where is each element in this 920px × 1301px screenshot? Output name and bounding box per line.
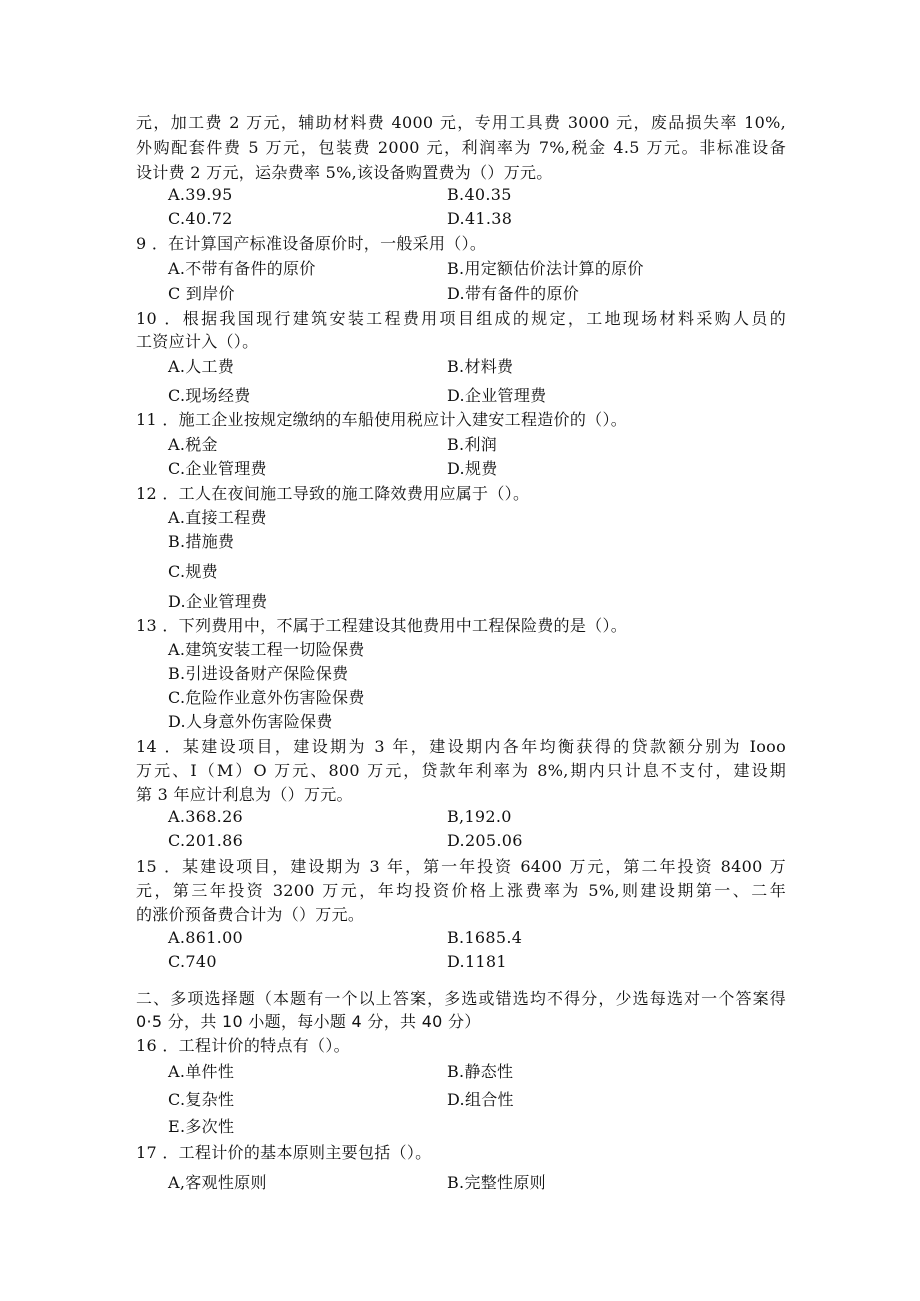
- q14-option-c: C.201.86: [168, 831, 244, 850]
- q12-option-a: A.直接工程费: [168, 508, 267, 527]
- q15-option-b: B.1685.4: [447, 928, 523, 947]
- q14-line-2: 万元、I（M）O 万元、800 万元，贷款年利率为 8%,期内只计息不支付，建设期: [136, 761, 786, 780]
- q13-option-a: A.建筑安装工程一切险保费: [168, 640, 365, 659]
- q9-stem: 9 ．在计算国产标准设备原价时，一般采用（）。: [136, 234, 487, 253]
- q12-stem: 12 ．工人在夜间施工导致的施工降效费用应属于（）。: [136, 484, 530, 503]
- q13-option-d: D.人身意外伤害险保费: [168, 712, 333, 731]
- q17-option-b: B.完整性原则: [447, 1173, 546, 1192]
- q13-option-b: B.引进设备财产保险保费: [168, 664, 349, 683]
- q15-line-1: 15 ．某建设项目，建设期为 3 年，第一年投资 6400 万元，第二年投资 8400 万: [136, 857, 786, 876]
- q15-line-3: 的涨价预备费合计为（）万元。: [136, 905, 365, 924]
- q8-line-3: 设计费 2 万元，运杂费率 5%,该设备购置费为（）万元。: [136, 163, 553, 182]
- q10-option-a: A.人工费: [168, 357, 235, 376]
- q16-stem: 16 ．工程计价的特点有（）。: [136, 1036, 350, 1055]
- q11-option-a: A.税金: [168, 435, 218, 454]
- q10-option-c: C.现场经费: [168, 386, 251, 405]
- q11-stem: 11 ．施工企业按规定缴纳的车船使用税应计入建安工程造价的（）。: [136, 410, 628, 429]
- q16-option-a: A.单件性: [168, 1062, 235, 1081]
- q9-option-b: B.用定额估价法计算的原价: [447, 259, 644, 278]
- q10-line-1: 10 ．根据我国现行建筑安装工程费用项目组成的规定，工地现场材料采购人员的: [136, 309, 786, 328]
- q9-option-a: A.不带有备件的原价: [168, 259, 316, 278]
- q12-option-c: C.规费: [168, 562, 218, 581]
- q8-option-a: A.39.95: [168, 185, 233, 204]
- q14-line-1: 14 ．某建设项目，建设期为 3 年，建设期内各年均衡获得的贷款额分别为 Iooo: [136, 737, 786, 756]
- q15-option-c: C.740: [168, 952, 217, 971]
- q16-option-b: B.静态性: [447, 1062, 514, 1081]
- q15-line-2: 元，第三年投资 3200 万元，年均投资价格上涨费率为 5%,则建设期第一、二年: [136, 881, 786, 900]
- q11-option-d: D.规费: [447, 459, 498, 478]
- q12-option-d: D.企业管理费: [168, 592, 268, 611]
- q14-option-a: A.368.26: [168, 807, 244, 826]
- q9-option-c: C 到岸价: [168, 284, 235, 303]
- q17-option-a: A,客观性原则: [168, 1173, 267, 1192]
- section-2-heading-cont: 0·5 分，共 10 小题，每小题 4 分，共 40 分）: [136, 1012, 481, 1031]
- q8-option-b: B.40.35: [447, 185, 512, 204]
- q9-option-d: D.带有备件的原价: [447, 284, 580, 303]
- q16-option-c: C.复杂性: [168, 1090, 235, 1109]
- q15-option-d: D.1181: [447, 952, 507, 971]
- q16-option-d: D.组合性: [447, 1090, 514, 1109]
- q11-option-c: C.企业管理费: [168, 459, 267, 478]
- q17-stem: 17 ．工程计价的基本原则主要包括（）。: [136, 1143, 432, 1162]
- q10-line-2: 工资应计入（）。: [136, 332, 259, 351]
- q10-option-b: B.材料费: [447, 357, 514, 376]
- q14-option-b: B,192.0: [447, 807, 512, 826]
- q12-option-b: B.措施费: [168, 532, 235, 551]
- q13-stem: 13 ．下列费用中，不属于工程建设其他费用中工程保险费的是（）。: [136, 616, 628, 635]
- section-2-heading: 二、多项选择题（本题有一个以上答案，多选或错选均不得分，少选每选对一个答案得: [136, 989, 786, 1008]
- q11-option-b: B.利润: [447, 435, 498, 454]
- q8-option-c: C.40.72: [168, 209, 233, 228]
- q8-line-2: 外购配套件费 5 万元，包装费 2000 元，利润率为 7%,税金 4.5 万元。非标准设备: [136, 138, 786, 157]
- q15-option-a: A.861.00: [168, 928, 244, 947]
- q14-option-d: D.205.06: [447, 831, 523, 850]
- q10-option-d: D.企业管理费: [447, 386, 547, 405]
- q8-option-d: D.41.38: [447, 209, 513, 228]
- q16-option-e: E.多次性: [168, 1117, 235, 1136]
- q14-line-3: 第 3 年应计利息为（）万元。: [136, 785, 353, 804]
- q13-option-c: C.危险作业意外伤害险保费: [168, 688, 365, 707]
- q8-line-1: 元，加工费 2 万元，辅助材料费 4000 元，专用工具费 3000 元，废品损失率 10%,: [136, 113, 786, 132]
